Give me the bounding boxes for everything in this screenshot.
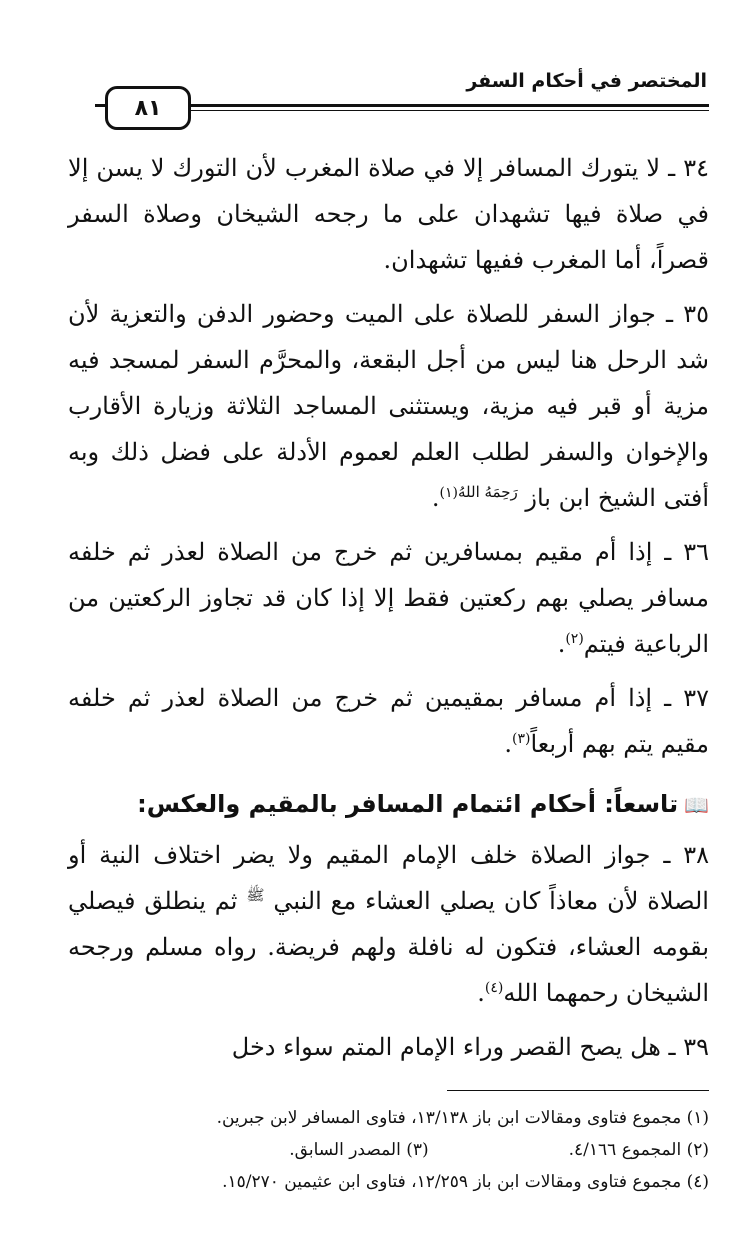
running-header-title: المختصر في أحكام السفر xyxy=(466,70,707,92)
page-number-badge xyxy=(105,86,191,130)
paragraph-36-end: . xyxy=(557,630,566,658)
paragraph-36 xyxy=(68,529,709,667)
footnote-2: (٢) المجموع ٤/١٦٦. xyxy=(568,1140,709,1160)
footnote-row-2-3 xyxy=(40,1134,709,1166)
footnote-1: (١) مجموع فتاوى ومقالات ابن باز ١٣/١٣٨، فتاوى المسافر لابن جبرين. xyxy=(216,1108,709,1128)
section-heading xyxy=(68,781,709,828)
paragraph-35-end: . xyxy=(431,484,440,512)
paragraph-37 xyxy=(68,675,709,767)
paragraph-36-text: ٣٦ ـ إذا أم مقيم بمسافرين ثم خرج من الصلاة لعذر ثم خلفه مسافر يصلي بهم ركعتين فقط إلا إذا كان قد تجاوز الركعتين من الرباعية فيتم xyxy=(68,538,709,658)
page-number: ٨١ xyxy=(134,95,162,121)
paragraph-37-text: ٣٧ ـ إذا أم مسافر بمقيمين ثم خرج من الصلاة لعذر ثم خلفه مقيم يتم بهم أربعاً xyxy=(68,684,709,758)
book-icon: 📖 xyxy=(684,793,709,817)
paragraph-34-text: ٣٤ ـ لا يتورك المسافر إلا في صلاة المغرب لأن التورك لا يسن إلا في صلاة فيها تشهدان على ما رجحه الشيخان وصلاة السفر قصراً، أما المغرب ففيها تشهدان. xyxy=(68,154,709,274)
paragraph-35-text: ٣٥ ـ جواز السفر للصلاة على الميت وحضور الدفن والتعزية لأن شد الرحل هنا ليس من أجل البقعة، والمحرَّم السفر لمسجد فيه مزية أو قبر فيه مزية، ويستثنى المساجد الثلاثة وزيارة الأقارب والإخوان والسفر لطلب العلم لعموم الأدلة على فضل ذلك وبه أفتى الشيخ ابن باز xyxy=(68,300,709,512)
footnote-rule xyxy=(447,1090,709,1091)
paragraph-38-end: . xyxy=(477,979,485,1007)
paragraph-38-text-1: ٣٨ ـ جواز الصلاة خلف الإمام المقيم ولا يضر اختلاف النية أو الصلاة لأن معاذاً كان يصلي العشاء مع النبي xyxy=(68,841,709,915)
section-heading-text: تاسعاً: أحكام ائتمام المسافر بالمقيم والعكس: xyxy=(137,790,679,818)
header-rule xyxy=(185,104,709,111)
paragraph-35 xyxy=(68,291,709,521)
footnote-3: (٣) المصدر السابق. xyxy=(289,1140,429,1160)
footnote-ref-3[interactable]: (٣) xyxy=(511,731,531,747)
footnote-ref-4[interactable]: (٤) xyxy=(484,980,504,996)
paragraph-38 xyxy=(68,832,709,1016)
paragraph-39-text: ٣٩ ـ هل يصح القصر وراء الإمام المتم سواء دخل xyxy=(231,1033,709,1061)
paragraph-39 xyxy=(68,1024,709,1070)
honorific-salla-allahu: ﷺ xyxy=(246,886,265,904)
paragraph-34 xyxy=(68,145,709,283)
paragraph-38-text-2: ثم ينطلق فيصلي بقومه العشاء، فتكون له نافلة ولهم فريضة. رواه مسلم ورجحه الشيخان رحمهما الله xyxy=(68,887,710,1007)
page-body xyxy=(68,145,709,1078)
footnotes xyxy=(40,1102,709,1198)
paragraph-37-end: . xyxy=(504,730,512,758)
footnote-ref-2[interactable]: (٢) xyxy=(565,631,584,647)
footnote-ref-1[interactable]: (١) xyxy=(439,485,458,501)
honorific-rahimahullah: رَحِمَهُ اللهُ xyxy=(458,483,518,501)
footnote-4: (٤) مجموع فتاوى ومقالات ابن باز ١٢/٢٥٩، فتاوى ابن عثيمين ١٥/٢٧٠. xyxy=(222,1172,709,1192)
